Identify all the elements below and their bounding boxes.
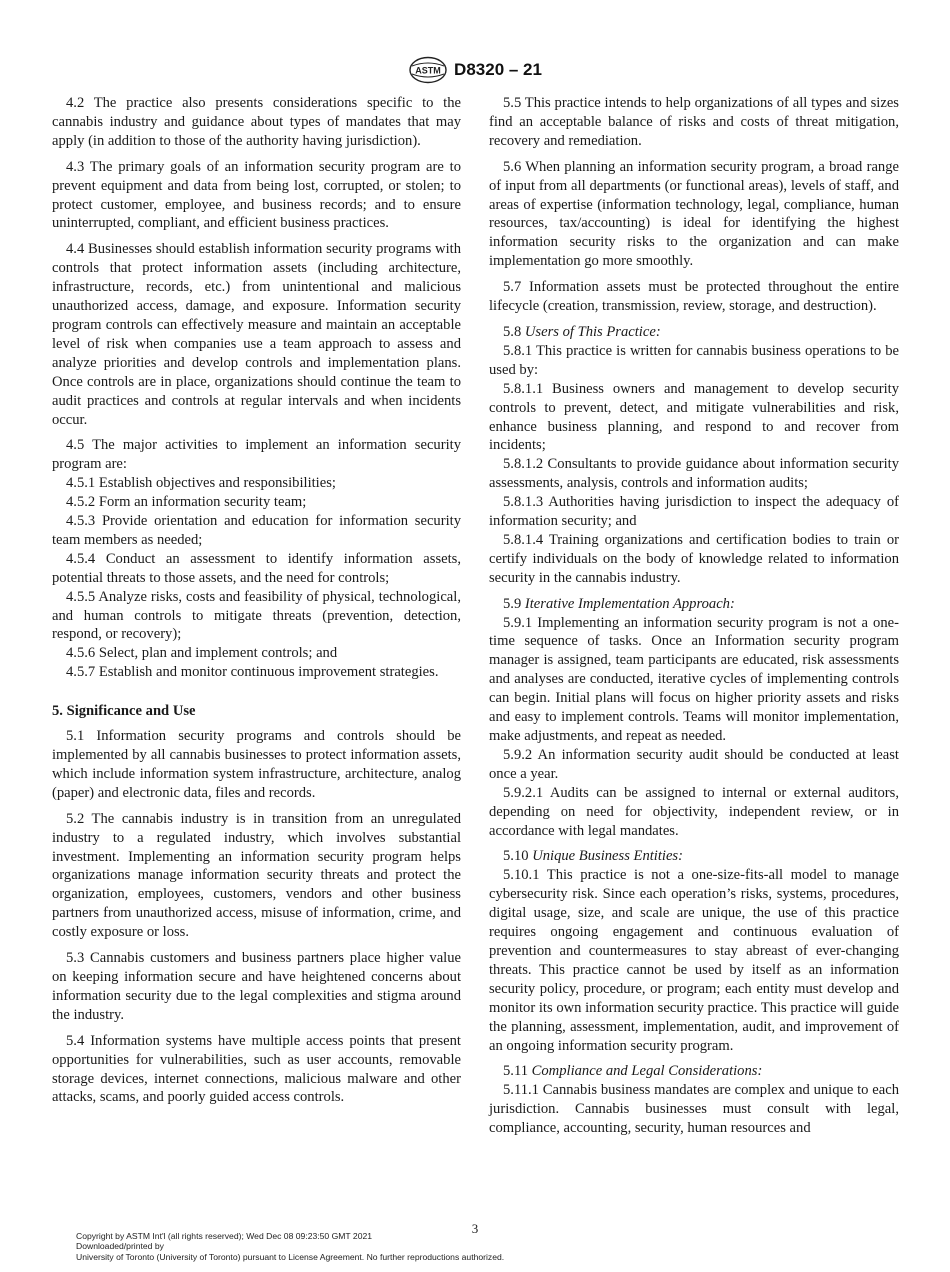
paragraph-4-3: 4.3 The primary goals of an information security program are to prevent equipment and data from being lost, corrupted, or stolen; to protect customer, employee, and business records; and to ensure uninterrupted, compliant, and efficient business practices. — [52, 158, 461, 232]
subsection-number: 5.11 — [503, 1063, 532, 1080]
paragraph-5-10-1: 5.10.1 This practice is not a one-size-fits-all model to manage cybersecurity risk. Since each operation’s risks, systems, procedures, digital usage, size, and scale are unique, the use of this practice requires ongoing engagement and continuous evaluation of prevention and countermeasures to stay abreast of ever-changing threats. This practice cannot be used by itself as an information security policy, procedure, or program; each entity must develop and monitor its own information security practice. This practice will guide the planning, assessment, implementation, audit, and improvement of an ongoing information security program. — [489, 867, 899, 1054]
paragraph-5-3: 5.3 Cannabis customers and business partners place higher value on keeping information secure and have heightened concerns about information security due to the legal complexities and stigma around the industry. — [52, 950, 461, 1023]
paragraph-4-5-4: 4.5.4 Conduct an assessment to identify information assets, potential threats to those assets, and the need for controls; — [52, 550, 461, 586]
paragraph-5-8-1-3: 5.8.1.3 Authorities having jurisdiction to inspect the adequacy of information security; and — [489, 494, 899, 530]
paragraph-4-2: 4.2 The practice also presents considerations specific to the cannabis industry and guidance about types of mandates that may apply (in addition to those of the authority having jurisdiction). — [52, 95, 461, 149]
paragraph-5-9-2: 5.9.2 An information security audit should be conducted at least once a year. — [489, 746, 899, 782]
paragraph-5-8-1-2: 5.8.1.2 Consultants to provide guidance about information security assessments, analysis, controls and information audits; — [489, 456, 899, 492]
page-number: 3 — [471, 1221, 479, 1236]
footer-line-downloaded: Downloaded/printed by — [76, 1241, 164, 1252]
paragraph-5-2: 5.2 The cannabis industry is in transition from an unregulated industry to a regulated industry, which involves substantial investment. Implementing an information security program helps organizations manage information security threats and protect the organization, employees, customers, vendors and other business partners from unauthorized access, misuse of information, crime, and costly exposure or loss. — [52, 810, 461, 941]
subsection-title: Users of This Practice: — [524, 323, 661, 340]
paragraph-5-7: 5.7 Information assets must be protected throughout the entire lifecycle (creation, transmission, review, storage, and destruction). — [489, 279, 899, 315]
paragraph-5-8-1: 5.8.1 This practice is written for cannabis business operations to be used by: — [489, 342, 899, 378]
paragraph-5-8-1-4: 5.8.1.4 Training organizations and certification bodies to train or certify individuals on the body of knowledge related to information security in the cannabis industry. — [489, 531, 899, 586]
subsection-title: Compliance and Legal Considerations: — [531, 1063, 763, 1080]
paragraph-4-4: 4.4 Businesses should establish information security programs with controls that protect information assets (including architecture, infrastructure, records, etc.) from unintentional and malicious unauthorized access, damage, and exposure. Information security program controls can effectively measure and maintain an acceptable level of risk when companies use a team approach to assess and analyze priorities and develop controls and implementation plans. Once controls are in place, organizations should continue the team to audit practices and controls at regular intervals and when incidents occur. — [52, 241, 461, 428]
document-designation: D8320 – 21 — [454, 60, 542, 79]
section-heading-5: 5. Significance and Use — [52, 703, 196, 720]
subsection-title: Unique Business Entities: — [532, 848, 683, 865]
astm-logo-icon — [408, 56, 448, 84]
paragraph-4-5-1: 4.5.1 Establish objectives and responsibilities; — [66, 475, 336, 492]
subsection-5-10 — [489, 847, 899, 866]
paragraph-5-9-2-1: 5.9.2.1 Audits can be assigned to internal or external auditors, depending on need for objectivity, independent review, or in accordance with legal mandates. — [489, 784, 899, 839]
paragraph-5-8-1-1: 5.8.1.1 Business owners and management to develop security controls to prevent, detect, and mitigate vulnerabilities and risk, enhance business planning, and respond to and recover from incidents; — [489, 380, 899, 454]
footer-line-copyright: Copyright by ASTM Int'l (all rights reserved); Wed Dec 08 09:23:50 GMT 2021 — [76, 1231, 373, 1241]
footer-line-license: University of Toronto (University of Toronto) pursuant to License Agreement. No further reproductions authorized. — [76, 1251, 505, 1262]
subsection-title: Iterative Implementation Approach: — [524, 595, 735, 612]
left-column — [52, 94, 461, 1107]
paragraph-5-9-1: 5.9.1 Implementing an information security program is not a one-time sequence of tasks. Once an Information security program manager is assigned, team participants are educated, risk assessments and analyses are conducted, iterative cycles of implementing controls can begin. Initial plans will focus on higher priority assets and risks and easy to implement controls. Teams will monitor implementation, make adjustments, and repeat as needed. — [489, 614, 899, 744]
paragraph-5-5: 5.5 This practice intends to help organizations of all types and sizes find an acceptable balance of risks and costs of threat mitigation, recovery and remediation. — [489, 95, 899, 149]
subsection-5-11 — [489, 1062, 899, 1081]
paragraph-4-5-3: 4.5.3 Provide orientation and education for information security team members as needed; — [52, 513, 461, 548]
paragraph-5-6: 5.6 When planning an information security program, a broad range of input from all departments (or functional areas), levels of staff, and areas of expertise (information technology, legal, compliance, human resources, tax/accounting) is ideal for identifying the highest information security risks to the organization and can make implementation go more smoothly. — [489, 158, 899, 270]
paragraph-4-5-2: 4.5.2 Form an information security team; — [66, 494, 307, 511]
paragraph-4-5-5: 4.5.5 Analyze risks, costs and feasibility of physical, technological, and human controls to mitigate threats (prevention, detection, respond, or recovery); — [52, 588, 461, 643]
copyright-footer — [76, 1231, 504, 1262]
paragraph-5-11-1: 5.11.1 Cannabis business mandates are complex and unique to each jurisdiction. Cannabis businesses must consult with legal, compliance, accounting, security, human resources and — [489, 1082, 899, 1137]
paragraph-4-5-7: 4.5.7 Establish and monitor continuous improvement strategies. — [66, 664, 439, 681]
paragraph-5-1: 5.1 Information security programs and controls should be implemented by all cannabis businesses to protect information assets, which include information system infrastructure, architecture, analog (paper) and electronic data, files and records. — [52, 728, 461, 801]
svg-text:ASTM: ASTM — [415, 65, 441, 76]
subsection-5-8 — [489, 323, 899, 342]
right-column — [489, 94, 899, 1138]
paragraph-4-5-6: 4.5.6 Select, plan and implement controls; and — [66, 645, 338, 662]
paragraph-5-4: 5.4 Information systems have multiple access points that present opportunities for vulnerabilities, such as user accounts, removable storage devices, internet connections, malicious malware and other attacks, scams, and poorly guided access controls. — [52, 1032, 461, 1106]
subsection-5-9 — [489, 595, 899, 614]
paragraph-4-5: 4.5 The major activities to implement an information security program are: — [52, 437, 461, 473]
subsection-number: 5.10 — [503, 848, 533, 865]
page-header — [0, 56, 950, 84]
subsection-number: 5.8 — [503, 323, 525, 340]
subsection-number: 5.9 — [503, 595, 525, 612]
